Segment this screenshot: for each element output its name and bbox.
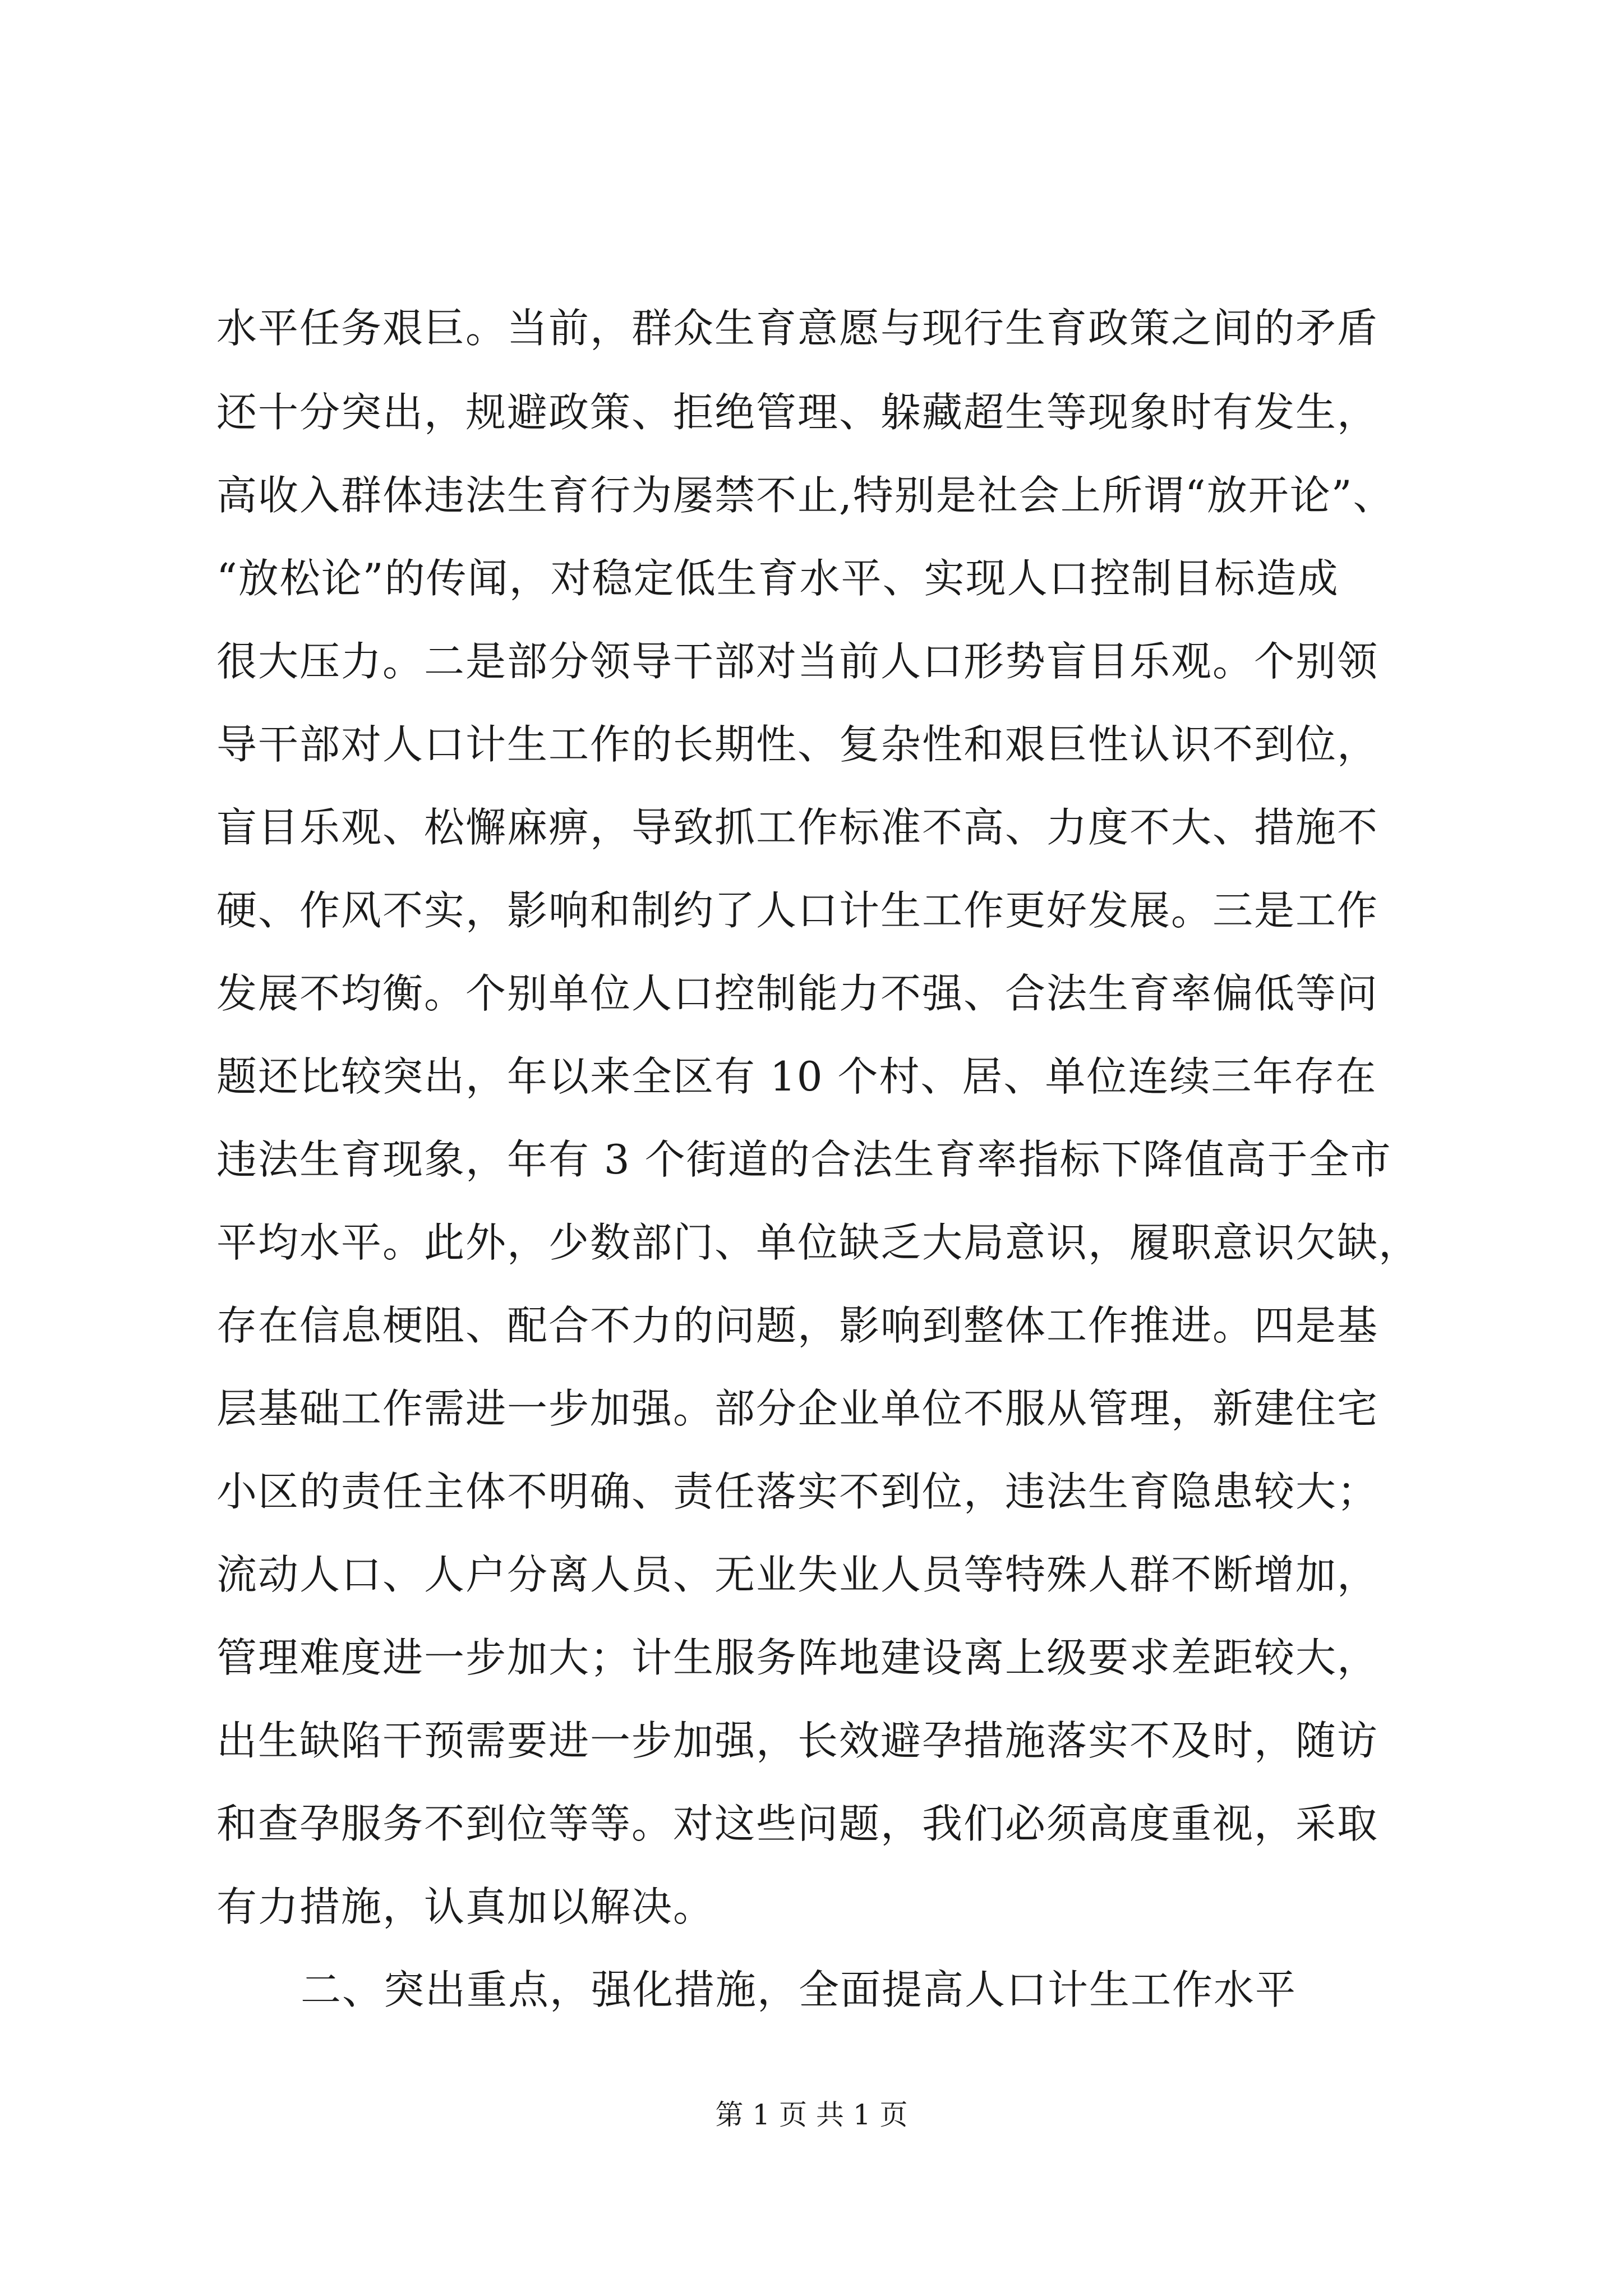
paragraph-line: 发展不均衡。个别单位人口控制能力不强、合法生育率偏低等问	[216, 970, 1379, 1017]
paragraph-line: 很大压力。二是部分领导干部对当前人口形势盲目乐观。个别领	[216, 638, 1379, 685]
paragraph-line: 存在信息梗阻、配合不力的问题，影响到整体工作推进。四是基	[216, 1302, 1379, 1349]
paragraph-line: “放松论”的传闻，对稳定低生育水平、实现人口控制目标造成	[216, 555, 1339, 602]
paragraph-line: 层基础工作需进一步加强。部分企业单位不服从管理，新建住宅	[216, 1385, 1379, 1432]
paragraph-line: 流动人口、人户分离人员、无业失业人员等特殊人群不断增加，	[216, 1551, 1379, 1598]
paragraph-line: 水平任务艰巨。当前，群众生育意愿与现行生育政策之间的矛盾	[216, 305, 1379, 352]
paragraph-line: 出生缺陷干预需要进一步加强，长效避孕措施落实不及时，随访	[216, 1717, 1379, 1764]
page-footer: 第 1 页 共 1 页	[715, 2099, 908, 2131]
paragraph-line: 还十分突出，规避政策、拒绝管理、躲藏超生等现象时有发生，	[216, 389, 1379, 436]
paragraph-line: 平均水平。此外，少数部门、单位缺乏大局意识，履职意识欠缺，	[216, 1219, 1421, 1266]
paragraph-line: 和查孕服务不到位等等。对这些问题，我们必须高度重视，采取	[216, 1800, 1379, 1847]
paragraph-line: 小区的责任主体不明确、责任落实不到位，违法生育隐患较大；	[216, 1468, 1379, 1515]
paragraph-line: 硬、作风不实，影响和制约了人口计生工作更好发展。三是工作	[216, 887, 1379, 934]
paragraph-line: 导干部对人口计生工作的长期性、复杂性和艰巨性认识不到位，	[216, 721, 1379, 768]
paragraph-line: 有力措施，认真加以解决。	[216, 1883, 715, 1930]
paragraph-line: 题还比较突出，年以来全区有 10 个村、居、单位连续三年存在	[216, 1053, 1377, 1100]
paragraph-line: 违法生育现象，年有 3 个街道的合法生育率指标下降值高于全市	[216, 1136, 1392, 1183]
paragraph-line: 盲目乐观、松懈麻痹，导致抓工作标准不高、力度不大、措施不	[216, 804, 1379, 851]
paragraph-line: 高收入群体违法生育行为屡禁不止,特别是社会上所谓“放开论”、	[216, 472, 1395, 519]
paragraph-line: 管理难度进一步加大；计生服务阵地建设离上级要求差距较大，	[216, 1634, 1379, 1681]
section-heading: 二、突出重点，强化措施，全面提高人口计生工作水平	[301, 1966, 1297, 2013]
